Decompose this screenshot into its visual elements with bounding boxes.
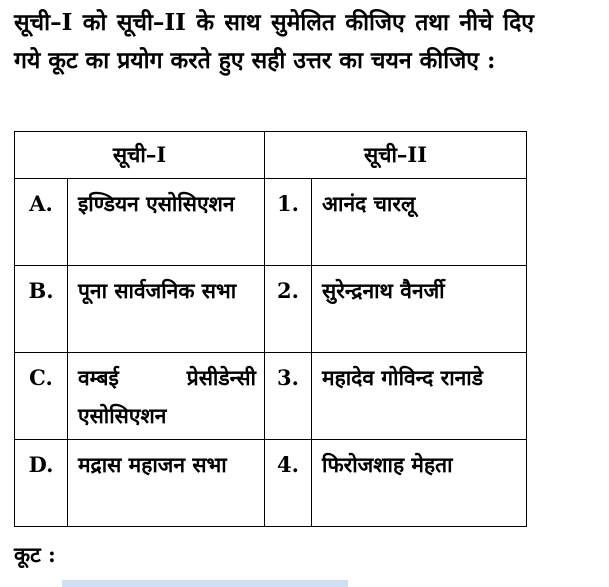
list-2-header: सूची–II xyxy=(265,132,527,179)
list-1-key: D. xyxy=(15,440,68,527)
table-row xyxy=(15,440,527,527)
question-text: सूची–I को सूची–II के साथ सुमेलित कीजिए तथा नीचे दिए गये कूट का प्रयोग करते हुए सही उत्तर का चयन कीजिए : xyxy=(14,9,534,74)
list-2-item: फिरोजशाह मेहता xyxy=(312,440,527,527)
kut-label: कूट : xyxy=(14,542,56,567)
list-1-key: B. xyxy=(15,266,68,353)
list-2-item: सुरेन्द्रनाथ वैनर्जी xyxy=(312,266,527,353)
list-2-item: आनंद चारलू xyxy=(312,179,527,266)
list-1-item: मद्रास महाजन सभा xyxy=(68,440,265,527)
list-2-key: 3. xyxy=(265,353,312,440)
list-1-item: वम्बई प्रेसीडेन्सी एसोसिएशन xyxy=(68,353,265,440)
list-2-item: महादेव गोविन्द रानाडे xyxy=(312,353,527,440)
table-row xyxy=(15,353,527,440)
table-row xyxy=(15,266,527,353)
list-2-key: 1. xyxy=(265,179,312,266)
list-2-key: 2. xyxy=(265,266,312,353)
list-1-key: C. xyxy=(15,353,68,440)
list-1-key: A. xyxy=(15,179,68,266)
option-highlight-strip xyxy=(62,580,348,587)
list-1-item: इण्डियन एसोसिएशन xyxy=(68,179,265,266)
list-1-header: सूची–I xyxy=(15,132,265,179)
match-table xyxy=(14,131,527,527)
list-1-item: पूना सार्वजनिक सभा xyxy=(68,266,265,353)
list-2-key: 4. xyxy=(265,440,312,527)
table-header-row xyxy=(15,132,527,179)
table-row xyxy=(15,179,527,266)
